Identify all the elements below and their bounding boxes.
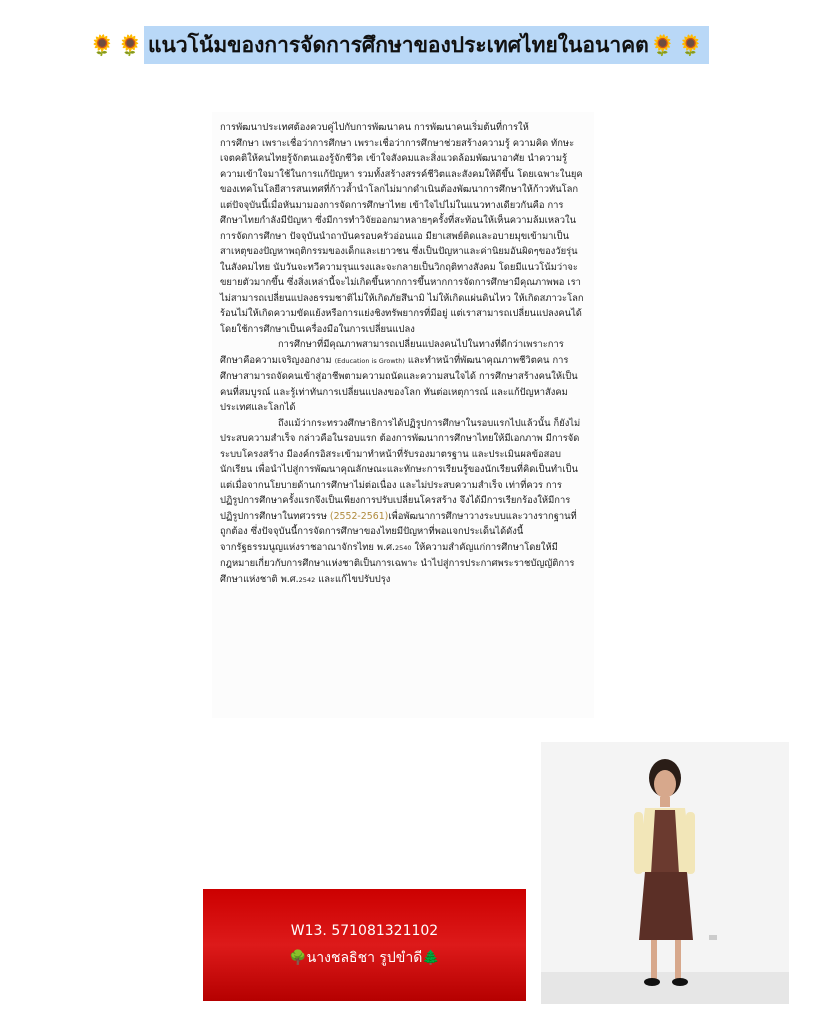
paragraph — [220, 416, 584, 540]
right-shoe — [672, 978, 688, 986]
wall-outlet — [709, 935, 717, 940]
sunflower-icon: 🌻 — [650, 33, 676, 57]
paragraph-text: เพื่อพัฒนาการศึกษาวางระบบและวางรากฐานที่ถูกต้อง ซึ่งปัจจุบันนี้การจัดการศึกษาของไทยมีปัญหาที่พอแจกประเด็นได้ดังนี้ — [220, 510, 577, 537]
right-sleeve — [686, 812, 695, 874]
face — [654, 770, 676, 798]
tree-icon: 🌳 — [289, 950, 307, 966]
paragraph: การพัฒนาประเทศต้องควบคู่ไปกับการพัฒนาคน การพัฒนาคนเริ่มต้นที่การให้ — [220, 122, 529, 133]
sunflower-icon: 🌻 — [117, 33, 143, 57]
left-leg — [651, 940, 657, 980]
dress-top — [651, 810, 679, 874]
right-leg — [675, 940, 681, 980]
paragraph — [220, 540, 584, 589]
paragraph-text: จากรัฐธรรมนูญแห่งราชอาณาจักรไทย พ.ศ. — [220, 541, 395, 553]
paragraph-text: ถึงแม้ว่ากระทรวงศึกษาธิการได้ปฏิรูปการศึกษาในรอบแรกไปแล้วนั้น ก็ยังไม่ประสบความสำเร็จ กล่าวคือในรอบแรก ต้องการพัฒนาการศึกษาไทยให้มีเอกภาพ มีการจัดระบบโครงสร้าง มีองค์กรอิสระเข้ามาทำหน้าที่รับรองมาตรฐาน และประเมินผลข้อสอบนักเรียน เพื่อนำไปสู่การพัฒนาคุณลักษณะและทักษะการเรียนรู้ของนักเรียนที่คิดเป็นทำเป็น แต่เมื่อจากนโยบายด้านการศึกษาไม่ต่อเนื่อง และไม่ประสบความสำเร็จ เท่าที่ควร การปฏิรูปการศึกษาครั้งแรกจึงเป็นเพียงการปรับเปลี่ยนโครสร้าง จึงได้มีการเรียกร้องให้มีการปฏิรูปการศึกษาในทศวรรษ — [220, 417, 581, 522]
tree-icon: 🌲 — [422, 950, 440, 966]
english-note: (Education is Growth) — [334, 356, 405, 365]
dress-skirt — [639, 872, 693, 940]
paragraph — [220, 337, 584, 416]
paragraph: การศึกษา เพราะเชื่อว่าการศึกษา เพราะเชื่อว่าการศึกษาช่วยสร้างความรู้ ความคิด ทักษะเจตคติให้คนไทยรู้จักตนเองรู้จักชีวิต เข้าใจสังคมและสิ่งแวดล้อมพัฒนาอาศัย นำความรู้ความเข้าใจมาใช้ในการแก้ปัญหา รวมทั้งสร้างสรรค์ชีวิตและสังคมให้ดีขึ้น โดยเฉพาะในยุคของเทคโนโลยีสารสนเทศที่ก้าวล้ำนำโลกไม่มากดำเนินต้องพัฒนาการศึกษาให้ก้าวทันโลกแต่ปัจจุบันนี้เมื่อหันมามองการจัดการศึกษาไทย เข้าใจไปไม่ในแนวทางเดียวกันคือ การศึกษาไทยกำลังมีปัญหา ซึ่งมีการทำวิจัยออกมาหลายๆครั้งที่สะท้อนให้เห็นความล้มเหลวในการจัดการศึกษา ปัจจุบันนำถาบันครอบครัวอ่อนแอ มียาเสพย์ติดและอบายมุขเข้ามาเป็นสาเหตุของปัญหาพฤติกรรมของเด็กและเยาวชน ซึ่งเป็นปัญหาและค่านิยมอันผิดๆของวัยรุ่นในสังคมไทย นับวันจะทวีความรุนแรงและจะกลายเป็นวิกฤติทางสังคม โดยมีแนวโน้มว่าจะขยายตัวมากขึ้น ซึ่งสิ่งเหล่านี้จะไม่เกิดขึ้นหากการขึ้นหากการจัดการศึกษามีคุณภาพพอ เราไม่สามารถเปลี่ยนแปลงธรรมชาติไม่ให้เกิดภัยสึนามิ ไม่ให้เกิดแผ่นดินไหว ให้เกิดสภาวะโลกร้อนไม่ให้เกิดความขัดแย้งหรือการแย่งชิงทรัพยากรที่มีอยู่ แต่เราสามารถเปลี่ยนแปลงคนได้ โดยใช้การศึกษาเป็นเครื่องมือในการเปลี่ยนแปลง — [220, 137, 584, 335]
name-card — [203, 889, 526, 1001]
paragraph-text: และแก้ไขปรับปรุง — [315, 573, 391, 585]
decade-years: (2552-2561) — [329, 510, 389, 522]
neck — [660, 797, 670, 807]
title-bar — [88, 26, 709, 64]
paragraph-text: ให้ความสำคัญแก่การศึกษาโดยให้มีกฎหมายเกี่ยวกับการศึกษาแห่งชาติเป็นการเฉพาะ นำไปสู่การประกาศพระราชบัญญัติการศึกษาแห่งชาติ พ.ศ. — [220, 541, 575, 585]
paragraph-text: และทำหน้าที่พัฒนาคุณภาพชีวิตคน การศึกษาสามารถจัดคนเข้าสู่อาชีพตามความถนัดและความสนใจได้ การศึกษาสร้างคนให้เป็นคนที่สมบูรณ์ และรู้เท่าทันการเปลี่ยนแปลงของโลก ทันต่อเหตุการณ์ และแก้ปัญหาสังคม ประเทศและโลกได้ — [220, 354, 578, 413]
document-page — [212, 112, 594, 718]
left-shoe — [644, 978, 660, 986]
author-line — [203, 947, 526, 969]
year-number: 2540 — [395, 543, 412, 552]
page-title: แนวโน้มของการจัดการศึกษาของประเทศไทยในอนาคต — [148, 32, 649, 57]
sunflower-icon: 🌻 — [678, 33, 704, 57]
photo-floor — [541, 972, 789, 1004]
sunflower-icon: 🌻 — [89, 33, 115, 57]
author-name: นางชลธิชา รูปขำดี — [306, 950, 423, 966]
year-number: 2542 — [298, 575, 316, 584]
paragraph-text: การศึกษาที่มีคุณภาพสามารถเปลี่ยนแปลงคนไปในทางที่ดีกว่าเพราะการศึกษาคือความเจริญงอกงาม — [220, 339, 564, 366]
left-sleeve — [634, 812, 643, 874]
title-highlight — [144, 26, 709, 64]
woman-photo — [541, 742, 789, 1004]
portrait-illustration — [541, 742, 789, 1004]
student-id: W13. 571081321102 — [290, 923, 439, 939]
